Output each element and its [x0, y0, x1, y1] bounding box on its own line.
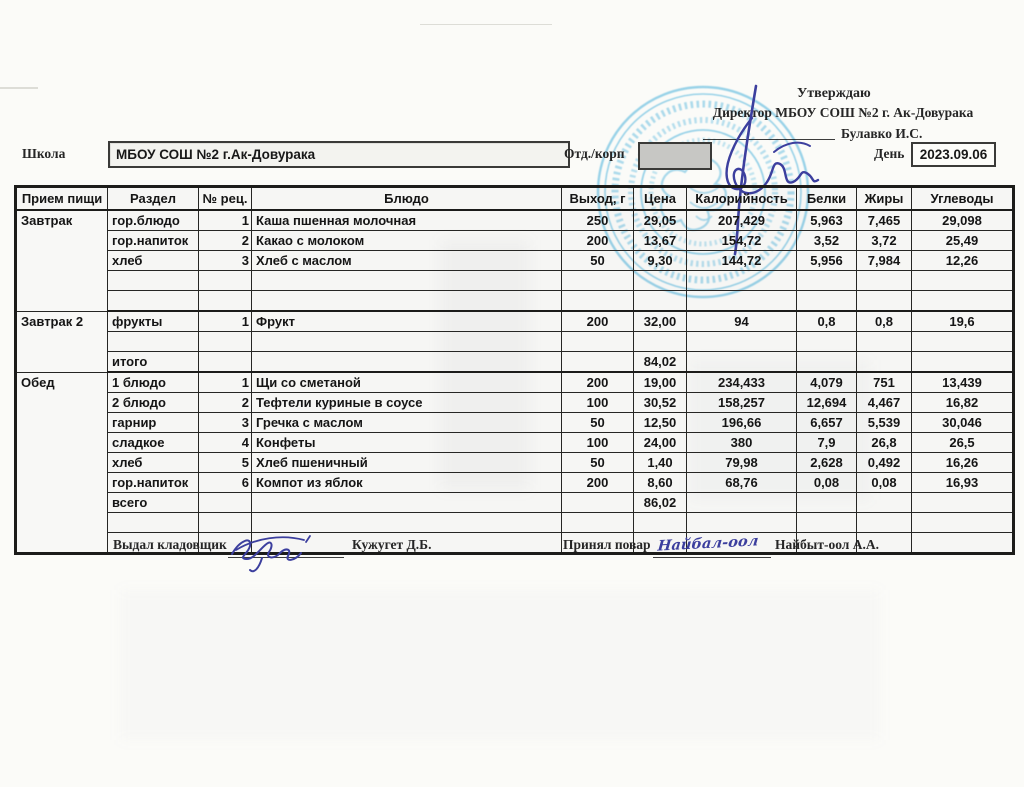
cell-num: 2 [199, 393, 252, 413]
cell-dish: Какао с молоком [252, 231, 562, 251]
table-row [16, 433, 1014, 453]
cell-out [562, 291, 634, 312]
cell-dish: Щи со сметаной [252, 372, 562, 393]
cell-razdel: хлеб [108, 453, 199, 473]
cell-cal: 158,257 [687, 393, 797, 413]
cell-fat: 3,72 [857, 231, 912, 251]
school-value-box [108, 141, 570, 168]
table-row [16, 210, 1014, 231]
cell-cal [687, 271, 797, 291]
cell-carbs [912, 352, 1014, 373]
cell-carbs: 13,439 [912, 372, 1014, 393]
cell-cal [687, 291, 797, 312]
cell-dish [252, 291, 562, 312]
cell-cal: 207,429 [687, 210, 797, 231]
cell-out: 50 [562, 413, 634, 433]
cell-carbs [912, 493, 1014, 513]
cell-num: 3 [199, 413, 252, 433]
cell-out: 250 [562, 210, 634, 231]
column-header: Углеводы [912, 187, 1014, 211]
cell-num [199, 271, 252, 291]
cell-protein [797, 493, 857, 513]
cell-dish: Хлеб пшеничный [252, 453, 562, 473]
cook-name: Найбыт-оол А.А. [775, 537, 879, 552]
cell-num [199, 493, 252, 513]
cell-out: 200 [562, 473, 634, 493]
school-label: Школа [22, 146, 66, 161]
cell-num: 4 [199, 433, 252, 453]
storekeeper-name: Кужугет Д.Б. [352, 537, 432, 552]
table-row [16, 453, 1014, 473]
table-row [16, 291, 1014, 312]
cell-razdel [108, 332, 199, 352]
cell-fat: 7,465 [857, 210, 912, 231]
cell-fat: 0,492 [857, 453, 912, 473]
cell-price: 29,05 [634, 210, 687, 231]
cell-cal: 79,98 [687, 453, 797, 473]
cell-out: 200 [562, 231, 634, 251]
cell-dish [252, 332, 562, 352]
cell-fat: 0,8 [857, 311, 912, 332]
cell-cal: 196,66 [687, 413, 797, 433]
meal-cell: Завтрак [16, 210, 108, 311]
cell-protein: 0,08 [797, 473, 857, 493]
cell-protein: 2,628 [797, 453, 857, 473]
cell-cal [687, 493, 797, 513]
cell-dish [252, 493, 562, 513]
cell-protein: 3,52 [797, 231, 857, 251]
cell-razdel: 2 блюдо [108, 393, 199, 413]
cell-price: 1,40 [634, 453, 687, 473]
table-header-row [16, 187, 1014, 211]
cell-razdel: гор.напиток [108, 231, 199, 251]
cell-carbs: 16,82 [912, 393, 1014, 413]
cell-fat [857, 493, 912, 513]
column-header: Белки [797, 187, 857, 211]
cell-cal [687, 352, 797, 373]
cell-razdel: гор.напиток [108, 473, 199, 493]
cell-razdel [108, 291, 199, 312]
approval-word: Утверждаю [797, 86, 871, 101]
cell-protein [797, 513, 857, 533]
cell-num [199, 332, 252, 352]
cell-cal: 144,72 [687, 251, 797, 271]
cell-protein [797, 332, 857, 352]
cell-fat: 7,984 [857, 251, 912, 271]
table-row [16, 372, 1014, 393]
storekeeper-signature [222, 528, 342, 576]
cell-razdel [108, 513, 199, 533]
cell-cal: 154,72 [687, 231, 797, 251]
cell-out [562, 493, 634, 513]
cell-carbs [912, 271, 1014, 291]
cell-protein: 5,963 [797, 210, 857, 231]
cell-protein: 4,079 [797, 372, 857, 393]
cell-cal: 94 [687, 311, 797, 332]
cell-protein: 7,9 [797, 433, 857, 453]
cell-razdel [108, 271, 199, 291]
table-row [16, 311, 1014, 332]
table-row [16, 393, 1014, 413]
cell-dish: Компот из яблок [252, 473, 562, 493]
cell-out: 200 [562, 311, 634, 332]
cell-price [634, 332, 687, 352]
cell-out: 100 [562, 433, 634, 453]
cell-protein: 12,694 [797, 393, 857, 413]
cell-cal [687, 332, 797, 352]
scan-scratch [420, 24, 552, 25]
column-header: Жиры [857, 187, 912, 211]
received-by-label: Принял повар [563, 537, 651, 552]
cell-fat: 4,467 [857, 393, 912, 413]
cell-price: 19,00 [634, 372, 687, 393]
approval-director-line: Директор МБОУ СОШ №2 г. Ак-Довурака [712, 105, 974, 120]
cell-price: 24,00 [634, 433, 687, 453]
cell-out: 100 [562, 393, 634, 413]
cell-razdel: всего [108, 493, 199, 513]
cell-cal: 68,76 [687, 473, 797, 493]
cell-price: 13,67 [634, 231, 687, 251]
cell-carbs: 12,26 [912, 251, 1014, 271]
table-row [16, 413, 1014, 433]
cell-carbs: 29,098 [912, 210, 1014, 231]
cell-price [634, 271, 687, 291]
cell-num: 3 [199, 251, 252, 271]
meal-cell: Обед [16, 372, 108, 554]
table-row [16, 352, 1014, 373]
cell-fat: 26,8 [857, 433, 912, 453]
column-header: Цена [634, 187, 687, 211]
cell-carbs: 16,93 [912, 473, 1014, 493]
cell-protein [797, 271, 857, 291]
cell-out: 50 [562, 453, 634, 473]
cell-carbs [912, 533, 1014, 554]
cell-price [634, 513, 687, 533]
cell-price: 84,02 [634, 352, 687, 373]
cell-num: 1 [199, 372, 252, 393]
cell-dish: Конфеты [252, 433, 562, 453]
column-header: Прием пищи [16, 187, 108, 211]
cell-price: 30,52 [634, 393, 687, 413]
cell-price [634, 291, 687, 312]
dept-label: Отд./корп [564, 146, 625, 161]
received-signature-line [653, 557, 771, 558]
cell-carbs [912, 332, 1014, 352]
cell-out [562, 332, 634, 352]
cook-signature: Найбал-оол [656, 532, 760, 555]
column-header: Раздел [108, 187, 199, 211]
day-value-box [911, 142, 996, 167]
cell-razdel: 1 блюдо [108, 372, 199, 393]
cell-num: 1 [199, 210, 252, 231]
table-row [16, 493, 1014, 513]
cell-razdel: гор.блюдо [108, 210, 199, 231]
table-row [16, 251, 1014, 271]
column-header: Калорийность [687, 187, 797, 211]
cell-num: 5 [199, 453, 252, 473]
cell-fat [857, 291, 912, 312]
cell-protein: 0,8 [797, 311, 857, 332]
cell-carbs: 26,5 [912, 433, 1014, 453]
column-header: Выход, г [562, 187, 634, 211]
cell-protein [797, 291, 857, 312]
cell-num [199, 352, 252, 373]
dept-value-box [638, 142, 712, 170]
cell-razdel: итого [108, 352, 199, 373]
cell-dish: Фрукт [252, 311, 562, 332]
day-value: 2023.09.06 [919, 147, 988, 162]
cell-price: 86,02 [634, 493, 687, 513]
cell-cal [687, 513, 797, 533]
cell-fat: 5,539 [857, 413, 912, 433]
table-row [16, 231, 1014, 251]
cell-razdel: сладкое [108, 433, 199, 453]
cell-num: 1 [199, 311, 252, 332]
cell-fat: 0,08 [857, 473, 912, 493]
cell-num [199, 291, 252, 312]
cell-carbs: 16,26 [912, 453, 1014, 473]
column-header: № рец. [199, 187, 252, 211]
bleed-through-smudge [120, 590, 880, 740]
cell-razdel: фрукты [108, 311, 199, 332]
cell-razdel: хлеб [108, 251, 199, 271]
school-value: МБОУ СОШ №2 г.Ак-Довурака [116, 147, 316, 162]
cell-out [562, 271, 634, 291]
cell-carbs: 19,6 [912, 311, 1014, 332]
cell-fat [857, 271, 912, 291]
cell-dish [252, 271, 562, 291]
cell-fat [857, 332, 912, 352]
cell-protein: 6,657 [797, 413, 857, 433]
cell-price: 9,30 [634, 251, 687, 271]
table-row [16, 473, 1014, 493]
cell-num: 2 [199, 231, 252, 251]
table-row [16, 271, 1014, 291]
cell-carbs: 30,046 [912, 413, 1014, 433]
day-label: День [874, 146, 905, 161]
cell-cal: 234,433 [687, 372, 797, 393]
cell-fat [857, 513, 912, 533]
cell-carbs: 25,49 [912, 231, 1014, 251]
cell-out: 200 [562, 372, 634, 393]
column-header: Блюдо [252, 187, 562, 211]
issued-by-label: Выдал кладовщик [113, 537, 227, 552]
cell-dish: Гречка с маслом [252, 413, 562, 433]
cell-carbs [912, 291, 1014, 312]
meal-cell: Завтрак 2 [16, 311, 108, 372]
cell-protein: 5,956 [797, 251, 857, 271]
menu-table [14, 185, 1015, 555]
cell-out [562, 352, 634, 373]
cell-protein [797, 352, 857, 373]
scan-scratch [0, 87, 38, 89]
cell-dish [252, 352, 562, 373]
cell-carbs [912, 513, 1014, 533]
cell-price: 12,50 [634, 413, 687, 433]
cell-price: 8,60 [634, 473, 687, 493]
cell-num: 6 [199, 473, 252, 493]
cell-cal: 380 [687, 433, 797, 453]
approver-name: Булавко И.С. [841, 126, 923, 141]
cell-dish: Тефтели куриные в соусе [252, 393, 562, 413]
cell-dish: Каша пшенная молочная [252, 210, 562, 231]
cell-razdel: гарнир [108, 413, 199, 433]
table-row [16, 513, 1014, 533]
cell-fat [857, 352, 912, 373]
cell-out [562, 513, 634, 533]
cell-out: 50 [562, 251, 634, 271]
cell-price: 32,00 [634, 311, 687, 332]
table-row [16, 332, 1014, 352]
cell-fat: 751 [857, 372, 912, 393]
cell-dish: Хлеб с маслом [252, 251, 562, 271]
